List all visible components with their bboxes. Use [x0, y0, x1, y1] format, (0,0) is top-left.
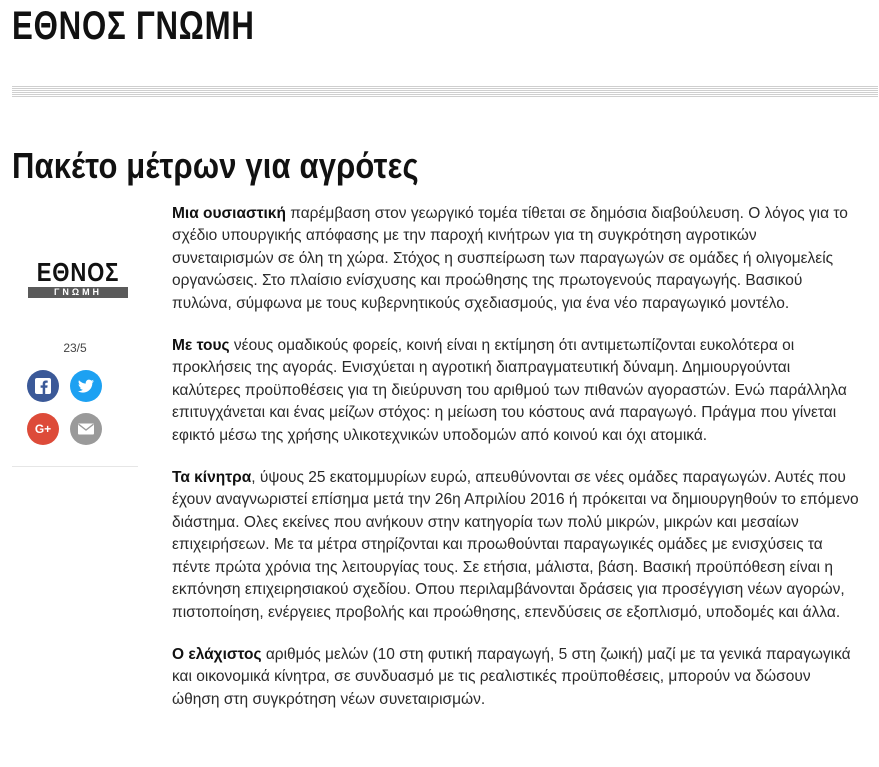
column-logo [28, 259, 128, 299]
facebook-share-button[interactable] [27, 370, 59, 402]
article-paragraph [172, 467, 862, 624]
paragraph-lead: Ο ελάχιστος [172, 645, 262, 663]
paragraph-lead: Μια ουσιαστική [172, 205, 286, 222]
sidebar-divider [12, 466, 138, 467]
article-paragraph [172, 644, 862, 711]
twitter-icon [70, 370, 102, 402]
email-share-button[interactable] [70, 413, 102, 445]
logo-subtitle: ΓΝΩΜΗ [28, 287, 128, 298]
facebook-icon [27, 370, 59, 402]
paragraph-lead: Τα κίνητρα [172, 469, 252, 487]
google-plus-share-button[interactable] [27, 413, 59, 445]
article-body [172, 203, 862, 731]
article-title: Πακέτο μέτρων για αγρότες [12, 145, 419, 186]
site-masthead[interactable]: ΕΘΝΟΣ ΓΝΩΜΗ [12, 4, 255, 48]
article-paragraph [172, 203, 862, 315]
paragraph-text: , ύψους 25 εκατομμυρίων ευρώ, απευθύνονται σε νέες ομάδες παραγωγών. Αυτές που έχουν αναγνωριστεί επίσημα μετά την 26η Απριλίου 2016 ή πρόκειται να δημιουργηθούν το επόμενο διάστημα. Ολες εκείνες που ανήκουν στην κατηγορία των πολύ μικρών, μικρών και μεσαίων επιχειρήσεων. Με τα μέτρα στηρίζονται και προωθούνται παραγωγικές ομάδες με ενισχύσεις τα πέντε πρώτα χρόνια της λειτουργίας τους. Σε ετήσια, μάλιστα, βάση. Βασική προϋπόθεση είναι η εκπόνηση επιχειρησιακού σχεδίου. Οπου περιλαμβάνονται δράσεις για προσέγγιση νέων αγορών, πιστοποίηση, ενέργειες προβολής και προώθησης, επενδύσεις σε εξοπλισμό, υποδομές και άλλα. [172, 469, 859, 621]
paragraph-text: νέους ομαδικούς φορείς, κοινή είναι η εκτίμηση ότι αντιμετωπίζονται ευκολότερα οι προκλήσεις της αγοράς. Ενισχύεται η αγροτική διαπραγματευτική δύναμη. Δημιουργούνται καλύτερες προϋποθέσεις για τη διεύρυνση του αριθμού των πιθανών αγοραστών. Ενώ παράλληλα επιτυγχάνεται και ένας μείζων στόχος: η μείωση του κόστους ανά παραγωγό. Πράγμα που γίνεται εφικτό μέσω της χρήσης υλικοτεχνικών υποδομών από κοινού και όχι ατομικά. [172, 337, 847, 444]
paragraph-text: παρέμβαση στον γεωργικό τομέα τίθεται σε δημόσια διαβούλευση. Ο λόγος για το σχέδιο υπουργικής απόφασης με την παροχή κινήτρων για τη συγκρότηση αγροτικών συνεταιρισμών σε όλη τη χώρα. Στόχος η συσπείρωση των παραγωγών σε ομάδες ή ολιγομελείς οργανώσεις. Στο πλαίσιο ενίσχυσης και προώθησης της πρωτογενούς παραγωγής. Βασικού πυλώνα, σύμφωνα με τους κυβερνητικούς σχεδιασμούς, για ένα νέο παραγωγικό μοντέλο. [172, 205, 848, 312]
twitter-share-button[interactable] [70, 370, 102, 402]
article-date: 23/5 [63, 341, 87, 355]
paragraph-text: αριθμός μελών (10 στη φυτική παραγωγή, 5 στη ζωική) μαζί με τα γενικά παραγωγικά και οικονομικά κίνητρα, σε συνδυασμό με τις ρεαλιστικές προϋποθέσεις, μπορούν να δώσουν ώθηση στη συγκρότηση νέων συνεταιρισμών. [172, 645, 851, 708]
logo-wordmark: ΕΘΝΟΣ [36, 257, 120, 287]
email-icon [70, 413, 102, 445]
header-divider [12, 86, 878, 98]
paragraph-lead: Με τους [172, 337, 230, 355]
google-plus-icon: G+ [34, 422, 52, 436]
article-paragraph [172, 335, 862, 447]
